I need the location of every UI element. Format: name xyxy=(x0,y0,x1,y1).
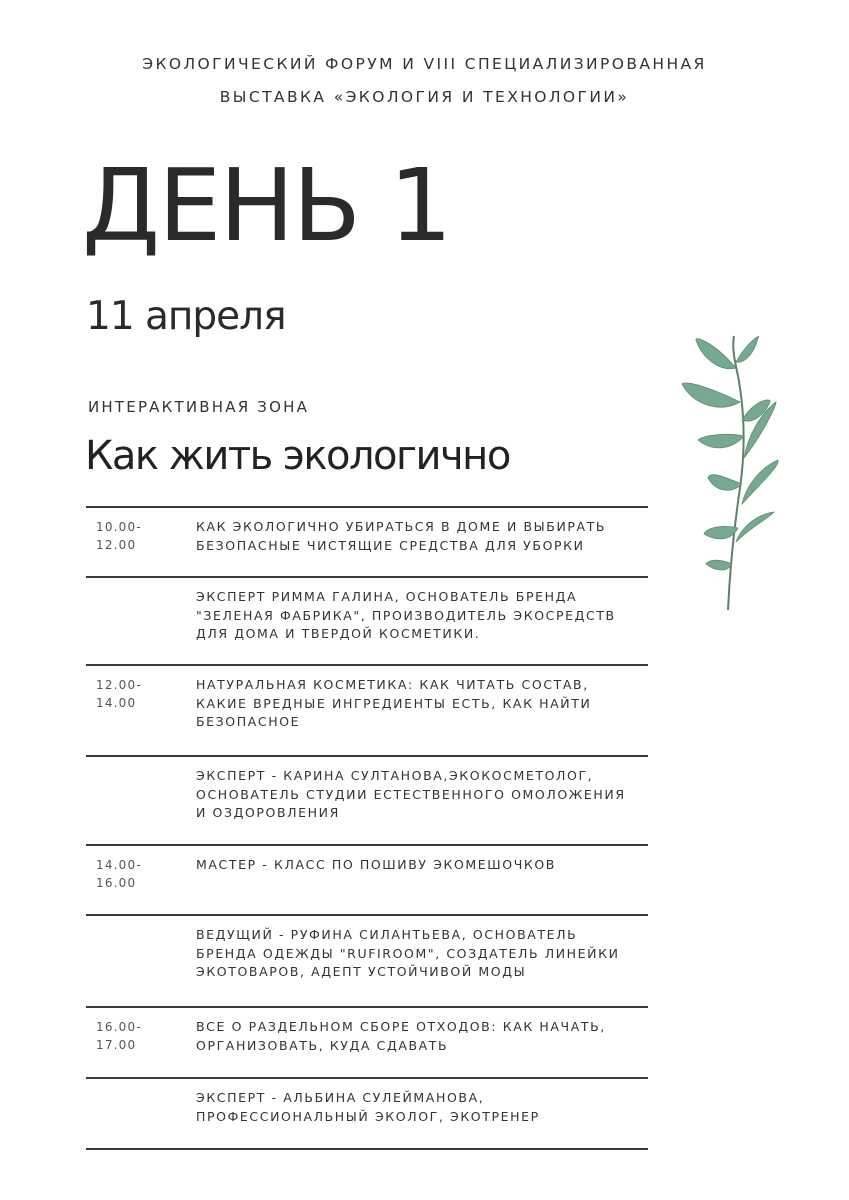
time-start: 12.00- xyxy=(96,678,142,692)
session-time xyxy=(96,1018,186,1054)
time-end: 12.00 xyxy=(96,538,137,552)
time-end: 16.00 xyxy=(96,876,137,890)
table-divider xyxy=(86,1148,648,1150)
session-speaker: ВЕДУЩИЙ - РУФИНА СИЛАНТЬЕВА, ОСНОВАТЕЛЬ БРЕНДА ОДЕЖДЫ "RUFIROOM", СОЗДАТЕЛЬ ЛИНЕЙКИ ЭКОТОВАРОВ, АДЕПТ УСТОЙЧИВОЙ МОДЫ xyxy=(196,927,620,979)
session-time xyxy=(96,518,186,554)
table-divider xyxy=(86,576,648,578)
table-divider xyxy=(86,914,648,916)
zone-title: Как жить экологично xyxy=(85,433,510,479)
time-start: 14.00- xyxy=(96,858,142,872)
table-divider xyxy=(86,755,648,757)
session-topic: ВСЕ О РАЗДЕЛЬНОМ СБОРЕ ОТХОДОВ: КАК НАЧАТЬ, ОРГАНИЗОВАТЬ, КУДА СДАВАТЬ xyxy=(196,1019,606,1053)
session-speaker: ЭКСПЕРТ РИММА ГАЛИНА, ОСНОВАТЕЛЬ БРЕНДА "ЗЕЛЕНАЯ ФАБРИКА", ПРОИЗВОДИТЕЛЬ ЭКОСРЕДСТВ ДЛЯ ДОМА И ТВЕРДОЙ КОСМЕТИКИ. xyxy=(196,589,616,641)
session-topic: НАТУРАЛЬНАЯ КОСМЕТИКА: КАК ЧИТАТЬ СОСТАВ, КАКИЕ ВРЕДНЫЕ ИНГРЕДИЕНТЫ ЕСТЬ, КАК НАЙТИ БЕЗОПАСНОЕ xyxy=(196,677,592,729)
session-time xyxy=(96,676,186,712)
table-divider xyxy=(86,664,648,666)
time-end: 14.00 xyxy=(96,696,137,710)
event-title-line-1: ЭКОЛОГИЧЕСКИЙ ФОРУМ И VIII СПЕЦИАЛИЗИРОВАННАЯ xyxy=(142,55,707,73)
zone-label: ИНТЕРАКТИВНАЯ ЗОНА xyxy=(88,398,310,416)
table-divider xyxy=(86,844,648,846)
leaf-branch-icon xyxy=(672,328,794,618)
session-speaker: ЭКСПЕРТ - АЛЬБИНА СУЛЕЙМАНОВА, ПРОФЕССИОНАЛЬНЫЙ ЭКОЛОГ, ЭКОТРЕНЕР xyxy=(196,1090,540,1124)
time-end: 17.00 xyxy=(96,1038,137,1052)
time-start: 10.00- xyxy=(96,520,142,534)
session-topic: КАК ЭКОЛОГИЧНО УБИРАТЬСЯ В ДОМЕ И ВЫБИРАТЬ БЕЗОПАСНЫЕ ЧИСТЯЩИЕ СРЕДСТВА ДЛЯ УБОРКИ xyxy=(196,519,607,553)
time-start: 16.00- xyxy=(96,1020,142,1034)
table-divider xyxy=(86,1006,648,1008)
session-topic: МАСТЕР - КЛАСС ПО ПОШИВУ ЭКОМЕШОЧКОВ xyxy=(196,857,556,872)
event-date: 11 апреля xyxy=(86,294,286,339)
event-title-line-2: ВЫСТАВКА «ЭКОЛОГИЯ И ТЕХНОЛОГИИ» xyxy=(219,88,630,106)
table-divider xyxy=(86,1077,648,1079)
session-time xyxy=(96,856,186,892)
table-divider xyxy=(86,506,648,508)
day-title: ДЕНЬ 1 xyxy=(82,147,451,264)
session-speaker: ЭКСПЕРТ - КАРИНА СУЛТАНОВА,ЭКОКОСМЕТОЛОГ, ОСНОВАТЕЛЬ СТУДИИ ЕСТЕСТВЕННОГО ОМОЛОЖЕНИЯ И ОЗДОРОВЛЕНИЯ xyxy=(196,768,626,820)
